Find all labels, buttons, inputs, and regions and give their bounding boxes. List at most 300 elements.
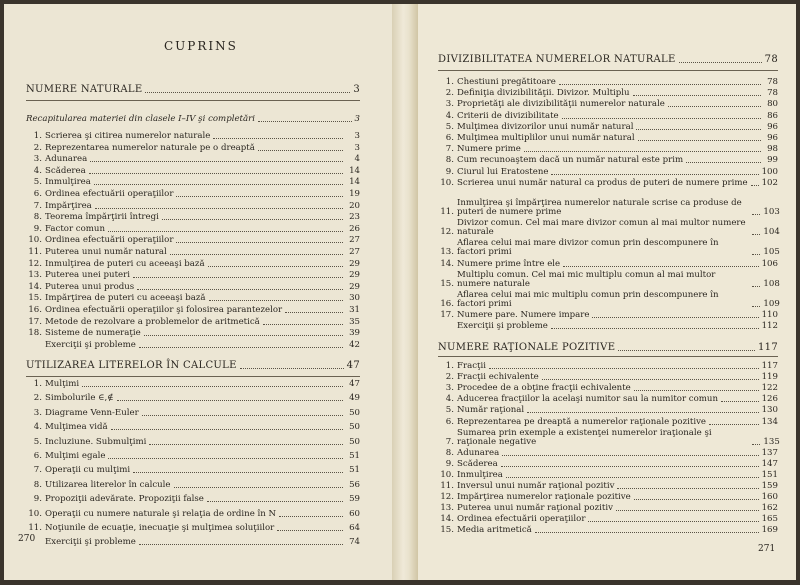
toc-entry [438,89,778,98]
book-spine [392,4,420,580]
toc-entry-title: Reprezentarea pe dreaptă a numerelor raţionale pozitive [457,416,707,427]
dot-leader [89,173,343,174]
toc-entry-number: 15. [28,293,42,304]
toc-entry-number: 13. [440,247,454,258]
toc-entry-number: 5. [33,177,42,188]
toc-entry [26,144,360,153]
toc-entry-page: 98 [767,144,778,155]
toc-entry-number: 15. [440,278,454,289]
toc-entry-page: 86 [767,110,778,121]
toc-entry-page: 19 [349,189,360,199]
toc-entry [26,524,360,533]
toc-entry [26,271,360,280]
toc-entry-page: 151 [761,469,778,480]
toc-entry-title: Inmulţirea şi împărţirea numerelor naturale scrise ca produse de puteri de numere prime [457,198,742,217]
dot-leader [501,466,759,467]
dot-leader [668,106,761,107]
dot-leader [592,317,758,318]
toc-entry [26,294,360,303]
toc-entry-number: 4. [445,110,454,121]
toc-entry-page: 29 [349,258,360,269]
toc-entry-page: 130 [761,405,778,416]
toc-entry-page: 56 [349,479,360,490]
dot-leader [752,254,760,255]
toc-entry-title: Ordinea efectuării operaţiilor [457,514,586,525]
dot-leader [142,415,343,416]
toc-entry [438,168,778,177]
toc-entry-page: 74 [349,537,360,548]
toc-entry-title: Ordinea efectuării operaţiilor [45,189,174,199]
toc-entry-title: Scrierea şi citirea numerelor naturale [45,131,211,141]
toc-entry-page: 109 [763,299,780,309]
toc-entry-number: 10. [440,469,454,480]
toc-entry-page: 110 [761,310,778,321]
dot-leader [502,455,758,456]
toc-entry-page: 14 [349,165,360,176]
toc-entry-number: 13. [28,270,42,281]
toc-entry [438,78,778,87]
toc-entry-title: Puterea unui produs [45,281,135,292]
toc-entry-number: 14. [440,514,454,525]
page-number-left: 270 [18,534,36,544]
dot-leader [527,412,758,413]
toc-entry [26,236,360,245]
toc-entry-title: Proprietăţi ale divizibilităţii numerelor naturale [457,99,665,110]
toc-entry-number: 18. [28,328,42,339]
toc-entry-page: 29 [349,281,360,292]
toc-entry [26,380,360,389]
toc-entry-number: 7. [33,465,42,476]
dot-leader [170,254,343,255]
toc-entry-title: Impărţirea [45,200,92,211]
dot-leader [94,184,343,185]
dot-leader [563,266,758,267]
dot-leader [535,532,759,533]
toc-entry [26,438,360,447]
toc-entry-number: 1. [445,361,454,371]
toc-entry-number: 6. [33,189,42,199]
toc-entry-number: 16. [440,299,454,309]
toc-entry-title: Cum recunoaştem dacă un număr natural este prim [457,155,684,166]
toc-entry [438,100,778,109]
toc-entry [438,134,778,143]
toc-entry-title: Ordinea efectuării operaţiilor şi folosirea parantezelor [45,305,283,315]
toc-entry [438,460,778,469]
dot-leader [489,368,759,369]
toc-entry-title: Operaţii cu numere naturale şi relaţia de ordine în N [45,508,277,519]
toc-entry-title: Inmulţirea [45,177,91,188]
dot-leader [174,487,343,488]
toc-entry [438,199,778,217]
toc-entry-page: 20 [349,200,360,211]
dot-leader [633,95,761,96]
toc-entry-page: 49 [349,393,360,404]
dot-leader [133,277,343,278]
toc-entry-page: 51 [349,451,360,461]
toc-entry-page: 126 [761,394,778,405]
dot-leader [263,324,343,325]
toc-entry-title: Aflarea celui mai mic multiplu comun prin descompunere în factori primi [457,290,719,309]
toc-entry-number: 11. [28,247,42,257]
toc-entry-page: 47 [349,379,360,389]
dot-leader [144,335,343,336]
toc-entry-page: 27 [349,235,360,246]
toc-entry-title: Diagrame Venn-Euler [45,407,139,418]
toc-entry [438,471,778,480]
toc-entry-page: 78 [767,88,778,99]
toc-entry-number: 10. [28,508,42,519]
contents-title: CUPRINS [164,39,238,53]
toc-entry-title: Sisteme de numeraţie [45,328,141,339]
toc-entry-number: 2. [445,88,454,99]
dot-leader [686,162,761,163]
dot-leader [634,499,759,500]
toc-entry-number: 17. [28,316,42,327]
toc-entry-number: 7. [445,436,454,447]
dot-leader [551,328,759,329]
toc-entry-number: 4. [33,165,42,176]
dot-leader [285,312,343,313]
toc-entry [438,362,778,371]
toc-entry-page: 31 [349,305,360,315]
toc-entry [26,178,360,187]
toc-entry-title: Puterea unui număr raţional pozitiv [457,503,613,514]
toc-entry-page: 50 [349,407,360,418]
toc-entry [26,306,360,315]
toc-entry-number: 4. [33,422,42,433]
toc-entry-number: 6. [33,451,42,461]
toc-entry-page: 96 [767,121,778,132]
page-number-right: 271 [758,544,776,554]
dot-leader [616,510,759,511]
toc-entry-number: 4. [445,394,454,405]
toc-entry-title: Operaţii cu mulţimi [45,465,131,476]
toc-entry [26,394,360,403]
toc-entry-number: 14. [28,281,42,292]
toc-entry-title: Mulţimea divizorilor unui număr natural [457,121,634,132]
section-rule [438,70,778,71]
toc-entry-title: Exerciţii şi probleme [45,339,136,350]
dot-leader [562,118,761,119]
dot-leader [617,488,758,489]
toc-entry [26,202,360,211]
toc-entry-title: Mulţimi [45,379,80,389]
toc-entry-title: Adunarea [45,154,88,165]
toc-entry [438,515,778,524]
toc-entry-page: 147 [761,458,778,469]
toc-entry [438,384,778,393]
dot-leader [721,401,759,402]
dot-leader [751,185,759,186]
dot-leader [524,151,761,152]
toc-entry [26,329,360,338]
dot-leader [752,444,760,445]
toc-entry-title: Media aritmetică [457,525,532,536]
toc-entry-number: 3. [445,99,454,110]
toc-entry-number: 2. [445,372,454,383]
toc-entry [438,504,778,513]
toc-entry [438,179,778,188]
toc-entry-title: Aducerea fracţiilor la acelaşi numitor sau la numitor comun [457,394,718,405]
toc-entry-number: 11. [440,207,454,217]
toc-entry-number: 1. [33,131,42,141]
toc-entry-number: 5. [445,405,454,416]
dot-leader [709,424,759,425]
toc-entry-page: 117 [761,361,778,371]
toc-entry [26,213,360,222]
toc-entry-title: Scrierea unui număr natural ca produs de puteri de numere prime [457,177,748,188]
toc-entry-title: Ciurul lui Eratostene [457,166,549,177]
dot-leader [506,477,759,478]
toc-entry-number: 10. [440,177,454,188]
toc-entry-number: 8. [33,479,42,490]
toc-entry-page: 3 [354,131,360,141]
toc-entry-page: 80 [767,99,778,110]
toc-entry-title: Metode de rezolvare a problemelor de aritmetică [45,316,260,327]
toc-entry [438,239,778,257]
toc-entry [26,341,360,350]
toc-entry-title: Incluziune. Submulţimi [45,436,147,447]
dot-leader [95,208,343,209]
toc-entry [26,452,360,461]
toc-entry [26,423,360,432]
toc-entry-page: 159 [761,481,778,491]
toc-entry-page: 27 [349,247,360,257]
dot-leader [82,386,343,387]
dot-leader [207,501,343,502]
toc-entry [26,260,360,269]
toc-entry-page: 106 [761,258,778,269]
toc-entry [438,145,778,154]
dot-leader [108,458,343,459]
toc-entry-number: 10. [28,235,42,246]
toc-entry-page: 39 [349,328,360,339]
dot-leader [117,400,343,401]
toc-entry-title: Scăderea [457,458,498,469]
toc-entry-page: 60 [349,508,360,519]
toc-entry [26,248,360,257]
toc-entry-page: 23 [349,212,360,223]
toc-entry-title: Multiplu comun. Cel mai mic multiplu comun al mai multor numere naturale [457,269,716,289]
toc-entry [26,167,360,176]
toc-entry-number: 2. [33,142,42,153]
toc-entry-page: 112 [761,321,778,332]
toc-entry-page: 99 [767,155,778,166]
toc-entry-page: 134 [761,416,778,427]
toc-entry-number: 8. [445,447,454,458]
toc-entry-page: 165 [761,514,778,525]
toc-entry-number: 9. [445,458,454,469]
toc-entry-number: 12. [440,227,454,238]
toc-entry-number: 11. [28,523,42,533]
dot-leader [139,347,343,348]
dot-leader [634,390,759,391]
dot-leader [111,429,343,430]
toc-entry-page: 35 [349,316,360,327]
toc-entry-number: 3. [33,154,42,165]
toc-entry [26,495,360,504]
toc-entry-title: Ordinea efectuării operaţiilor [45,235,174,246]
toc-entry [438,156,778,165]
toc-entry-page: 30 [349,293,360,304]
toc-entry [438,406,778,415]
dot-leader [208,266,343,267]
toc-entry-title: Factor comun [45,223,105,234]
dot-leader [638,140,761,141]
dot-leader [176,196,343,197]
toc-entry-number: 16. [28,305,42,315]
toc-entry-title: Fracţii echivalente [457,372,539,383]
toc-entry-number: 12. [28,258,42,269]
toc-entry-title: Simbolurile ∈,∉ [45,393,114,404]
toc-entry [26,409,360,418]
toc-entry [438,112,778,121]
toc-entry-title: Adunarea [457,447,500,458]
dot-leader [752,286,760,287]
section-divizibilitatea: DIVIZIBILITATEA NUMERELOR NATURALE 78 [438,54,778,65]
dot-leader [213,138,343,139]
toc-entry-number: 9. [33,223,42,234]
toc-entry-number: 3. [33,407,42,418]
toc-entry-number: 1. [33,379,42,389]
toc-entry-number: 13. [440,503,454,514]
toc-entry-page: 103 [763,207,780,217]
dot-leader [139,544,343,545]
toc-entry-page: 137 [761,447,778,458]
toc-entry-page: 96 [767,133,778,143]
toc-entry [26,466,360,475]
toc-entry-number: 14. [440,258,454,269]
dot-leader [176,242,343,243]
toc-entry [26,510,360,519]
toc-entry-title: Exerciţii şi probleme [45,537,136,548]
dot-leader [588,521,758,522]
toc-entry [438,395,778,404]
toc-entry-page: 64 [349,523,360,533]
toc-entry-page: 119 [761,372,778,383]
toc-entry-title: Fracţii [457,361,486,371]
dot-leader [279,516,343,517]
toc-entry [438,526,778,535]
toc-entry-page: 26 [349,223,360,234]
toc-entry-title: Definiţia divizibilităţii. Divizor. Multiplu [457,88,630,99]
toc-entry [438,311,778,320]
toc-entry [438,271,778,289]
toc-entry-number: 9. [445,166,454,177]
toc-entry [26,481,360,490]
left-page [4,4,394,580]
toc-entry-number: 11. [440,481,454,491]
toc-entry [438,449,778,458]
dot-leader [752,214,760,215]
toc-entry [438,429,778,447]
toc-entry-page: 51 [349,465,360,476]
toc-entry [438,123,778,132]
toc-entry [438,373,778,382]
toc-entry-page: 122 [761,383,778,394]
toc-entry-number: 12. [440,492,454,503]
toc-entry-title: Scăderea [45,165,86,176]
toc-entry-title: Procedee de a obţine fracţii echivalente [457,383,631,394]
toc-entry-title: Numere pare. Numere impare [457,310,590,321]
section-rule [26,100,360,101]
toc-entry [26,538,360,547]
toc-entry-title: Utilizarea literelor în calcule [45,479,171,490]
toc-entry-page: 78 [767,77,778,87]
toc-entry-title: Inmulţirea de puteri cu aceeaşi bază [45,258,205,269]
toc-entry-title: Puterea unui număr natural [45,247,167,257]
toc-entry-title: Mulţimea vidă [45,422,108,433]
toc-entry [438,482,778,491]
toc-entry-title: Inmulţirea [457,469,503,480]
toc-entry-page: 162 [761,503,778,514]
toc-entry-number: 1. [445,77,454,87]
toc-entry-title: Noţiunile de ecuaţie, inecuaţie şi mulţimea soluţiilor [45,523,275,533]
toc-entry-page: 29 [349,270,360,281]
toc-entry [26,155,360,164]
toc-entry-title: Divizor comun. Cel mai mare divizor comun al mai multor numere naturale [457,218,746,238]
section-utilizarea-literelor: UTILIZAREA LITERELOR ÎN CALCULE 47 [26,360,360,371]
toc-entry [26,190,360,199]
toc-entry-number: 6. [445,416,454,427]
toc-entry [438,322,778,331]
toc-entry [438,291,778,309]
toc-entry [26,132,360,141]
dot-leader [209,300,344,301]
dot-leader [542,379,759,380]
toc-entry-page: 42 [349,339,360,350]
toc-entry-page: 100 [761,166,778,177]
toc-entry-title: Număr raţional [457,405,525,416]
toc-entry-page: 3 [354,142,360,153]
section-rule [26,376,360,377]
toc-entry-number: 2. [33,393,42,404]
toc-entry-page: 105 [763,247,780,258]
toc-entry-page: 135 [763,436,780,447]
toc-entry-page: 14 [349,177,360,188]
toc-entry-title: Exerciţii şi probleme [457,321,548,332]
toc-entry-title: Chestiuni pregătitoare [457,77,556,87]
toc-entry-number: 8. [33,212,42,223]
toc-entry-title: Propoziţii adevărate. Propoziţii false [45,494,204,505]
dot-leader [752,234,760,235]
dot-leader [277,530,343,531]
toc-entry-number: 5. [445,121,454,132]
toc-entry-page: 50 [349,436,360,447]
section-numere-naturale: NUMERE NATURALE 3 [26,84,360,95]
toc-entry-number: 15. [440,525,454,536]
toc-entry-number: 8. [445,155,454,166]
toc-entry-title: Impărţirea numerelor raţionale pozitive [457,492,631,503]
toc-entry [26,318,360,327]
toc-entry [438,493,778,502]
toc-entry-title: Impărţirea de puteri cu aceeaşi bază [45,293,206,304]
dot-leader [90,161,343,162]
toc-entry-title: Numere prime între ele [457,258,561,269]
dot-leader [551,174,758,175]
section-rule [438,356,778,357]
dot-leader [162,219,343,220]
toc-entry-page: 104 [763,227,780,238]
toc-entry [26,283,360,292]
toc-entry-title: Criterii de divizibilitate [457,110,559,121]
toc-entry-title: Reprezentarea numerelor naturale pe o dreaptă [45,142,255,153]
subheading-recapitulare: Recapitularea materiei din clasele I–IV şi completări 3 [26,114,360,124]
toc-entry-title: Mulţimea multiplilor unui număr natural [457,133,635,143]
toc-entry-number: 7. [33,200,42,211]
toc-entry-title: Inversul unui număr raţional pozitiv [457,481,615,491]
toc-entry-page: 59 [349,494,360,505]
